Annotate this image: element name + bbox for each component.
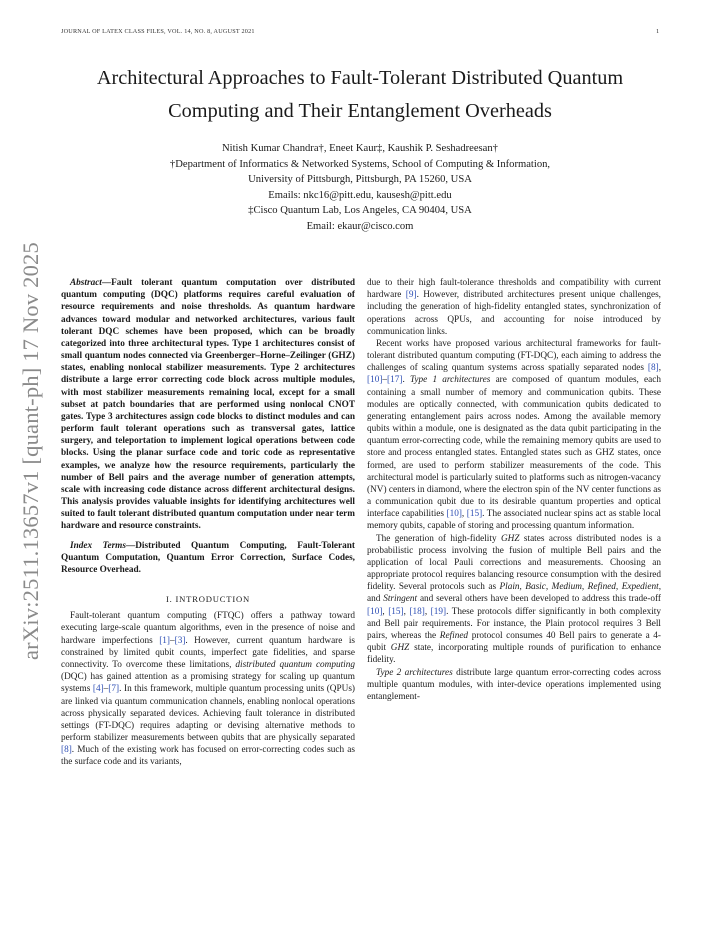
abstract [61,277,355,533]
index-terms-text: —Distributed Quantum Computing, Fault-Tolerant Quantum Computation, Quantum Error Correction, Surface Codes, Resource Overhead. [61,540,355,575]
right-paragraph-4 [367,667,661,704]
left-column [61,277,355,769]
arxiv-stamp: arXiv:2511.13657v1 [quant-ph] 17 Nov 2025 [18,242,43,660]
affiliation-1-address: University of Pittsburgh, Pittsburgh, PA 15260, USA [248,174,472,186]
right-paragraph-1 [367,277,661,338]
emphasis-term: GHZ [390,643,410,654]
text-run: . However, distributed architectures present unique challenges, including the generation of high-fidelity entangled states, synchronization of operations across QPUs, and accounting for noise introduced by communication links. [367,290,661,337]
text-run: are composed of quantum modules, each containing a small number of memory and communication qubits. These modules are optically connected, with communication qubits dedicated to generating entanglement pairs across nodes. Among the available memory qubits within a module, one is designated as the data qubit participating in the quantum error-correcting code, while the remaining memory qubits are used to store and process entangled states. Entangled states such as GHZ states, once formed, are used to perform stabilizer measurements of the code. This architectural model is particularly suited to platforms such as nitrogen-vacancy (NV) centers in diamond, where the electron spin of the NV center functions as a communication qubit due to its desirable quantum properties and optical interface capabilities [367,375,661,520]
index-terms-label: Index Terms [70,540,126,551]
text-run: The generation of high-fidelity [376,533,501,544]
page-number: 1 [656,28,660,35]
emphasis-term: Refined [439,630,469,641]
citation-link[interactable]: [9] [405,290,417,301]
citation-link[interactable]: [18] [409,606,425,617]
text-run: . The associated nuclear spins act as stable local memory qubits, capable of storing and processing quantum information. [367,509,661,532]
title-line-1: Architectural Approaches to Fault-Tolerant Distributed Quantum [96,67,624,89]
citation-link[interactable]: [10] [367,606,383,617]
abstract-text: —Fault tolerant quantum computation over distributed quantum computing (DQC) platforms requires careful evaluation of resource requirements and noise thresholds. As quantum hardware advances toward modular and networked architectures, various fault tolerant DQC schemes have been proposed, which can be broadly categorized into three architectural types. Type 1 architectures consist of small quantum nodes connected via Greenberger–Horne–Zeilinger (GHZ) states, enabling nonlocal stabilizer measurements. Type 2 architectures distribute a large error correcting code block across multiple modules, with most stabilizer measurements remaining local, except for a small subset at patch boundaries that are performed using nonlocal CNOT gates. Type 3 architectures assign code blocks to distinct modules and can perform fault tolerant operations such as transversal gates, lattice surgery, and teleportation to implement logical operations between code blocks. Using the planar surface code and toric code as representative examples, we analyze how the resource requirements, particularly the number of Bell pairs and the average number of generation attempts, scale with increasing code distance across different architectural designs. This analysis provides valuable insights for identifying architectures well suited to fault tolerant distributed quantum computation under near term hardware and resource constraints. [61,278,355,532]
text-run: states across distributed nodes is a probabilistic process involving the fusion of multiple Bell pairs and the application of local Pauli corrections and measurements. Choosing an appropriate protocol requires balancing resource consumption with the desired fidelity. Several protocols such as [367,533,661,593]
citation-link[interactable]: [10] [367,375,383,386]
text-run: . However, current quantum hardware is constrained by limited qubit counts, imperfect gate fidelities, and sparse connectivity. To overcome these limitations, [61,635,356,670]
text-run: , [403,606,410,617]
text-run: , [658,363,661,374]
text-run: and several others have been developed to address this trade-off [417,594,661,605]
emphasis-term: Type 2 architectures [376,667,453,678]
citation-link[interactable]: [3] [174,635,186,646]
citation-link[interactable]: [8] [61,745,72,756]
text-run: . In this framework, multiple quantum processing units (QPUs) are linked via quantum communication channels, enabling nonlocal operations across physically separated devices. Achieving fault tolerance in distributed settings (FT-DQC) requires adapting or devising alternative methods to perform stabilizer measurements between qubits that are physically separated [61,684,355,744]
affiliation-1-emails: Emails: nkc16@pitt.edu, kausesh@pitt.edu [268,189,452,201]
intro-paragraph-1 [61,610,355,768]
text-run: , and [367,582,661,605]
citation-link[interactable]: [7] [108,684,120,695]
text-run: , [424,606,431,617]
author-names: Nitish Kumar Chandra†, Eneet Kaur‡, Kaushik P. Seshadreesan† [222,143,498,154]
right-paragraph-3 [367,533,661,667]
citation-link[interactable]: [8] [647,363,659,374]
section-heading-introduction: I. INTRODUCTION [165,594,251,605]
emphasis-term: GHZ [500,533,520,544]
citation-link[interactable]: [15] [388,606,404,617]
emphasis-term: Stringent [383,594,418,605]
title-line-2: Computing and Their Entanglement Overheads [168,100,552,122]
emphasis-term: Type 1 architectures [409,375,491,386]
text-run: Fault-tolerant quantum computing (FTQC) offers a pathway toward executing large-scale quantum algorithms, even in the presence of noise and hardware imperfections [61,611,355,646]
paper-title [60,62,660,128]
index-terms [61,540,355,577]
text-run: protocol consumes 40 Bell pairs to generate a 4-qubit [367,630,662,654]
text-run: (DQC) has gained attention as a promising strategy for scaling up quantum systems [61,672,355,695]
right-paragraph-2 [367,338,661,533]
text-run: . These protocols differ significantly in both complexity and Bell pair requirements. For instance, the Plain protocol requires 3 Bell pairs, whereas the [367,606,661,641]
text-run: state, incorporating multiple rounds of purification to enhance fidelity. [367,643,661,666]
text-run: due to their high fault-tolerance thresholds and compatibility with current hardware [367,278,661,301]
text-run: – [103,684,109,695]
emphasis-term: Plain, Basic, Medium, Refined, Expedient [499,582,659,593]
abstract-label: Abstract [70,278,102,288]
text-run: , [382,606,389,617]
citation-link[interactable]: [17] [387,375,403,386]
citation-link[interactable]: [10] [446,509,462,520]
citation-link[interactable]: [19] [430,606,447,617]
running-header: JOURNAL OF LATEX CLASS FILES, VOL. 14, NO. 8, AUGUST 2021 [61,28,255,35]
citation-link[interactable]: [4] [92,684,104,695]
text-run: Recent works have proposed various architectural frameworks for fault-tolerant distributed quantum computing (FT-DQC), each aiming to address the challenges of scaling quantum systems across spatially separated nodes [367,338,661,374]
author-block [60,141,660,235]
emphasis-term: distributed quantum computing [235,659,355,670]
text-run: distribute large quantum error-correcting codes across multiple quantum modules, with inter-device operations implemented using entanglement- [367,667,661,702]
affiliation-1: †Department of Informatics & Networked Systems, School of Computing & Information, [169,158,551,170]
text-run: . [402,375,410,386]
citation-link[interactable]: [1] [159,635,170,646]
text-run: – [169,635,175,646]
text-run: . Much of the existing work has focused on error-correcting codes such as the surface code and its variants, [61,745,355,768]
affiliation-2-email: Email: ekaur@cisco.com [306,220,414,232]
text-run: – [382,375,388,386]
text-run: , [461,509,467,520]
affiliation-2: ‡Cisco Quantum Lab, Los Angeles, CA 90404, USA [248,205,472,217]
right-column [367,277,661,703]
citation-link[interactable]: [15] [466,509,483,520]
